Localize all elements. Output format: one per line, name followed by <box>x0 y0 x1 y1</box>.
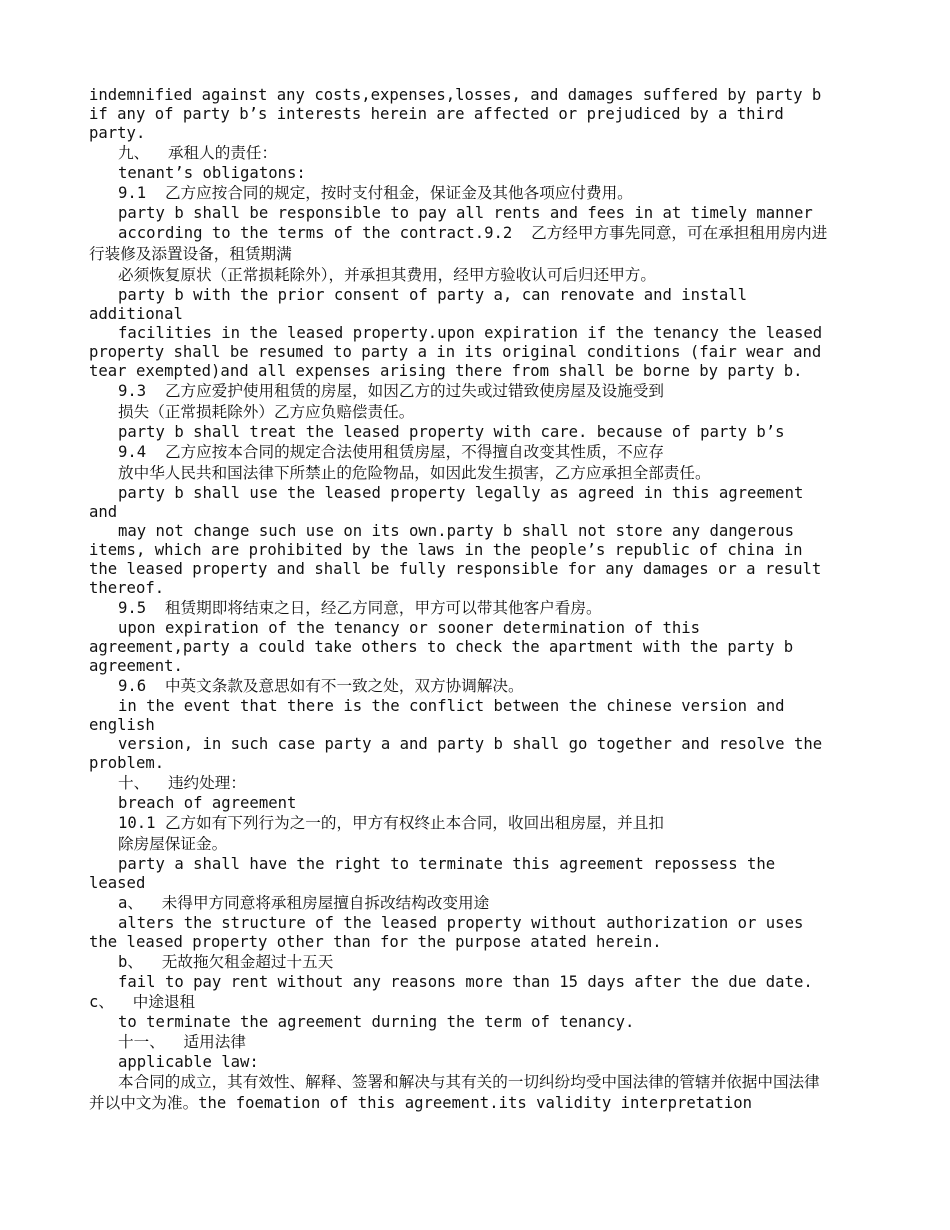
text-line: 9.5 租赁期即将结束之日，经乙方同意，甲方可以带其他客户看房。 <box>118 599 602 617</box>
text-line: to terminate the agreement durning the term of tenancy. <box>118 1013 635 1031</box>
text-line: agreement. <box>89 657 183 675</box>
text-line: 损失（正常损耗除外）乙方应负赔偿责任。 <box>118 403 415 421</box>
text-line: c、 中途退租 <box>89 993 196 1011</box>
text-line: 九、 承租人的责任： <box>118 144 278 162</box>
text-line: items, which are prohibited by the laws in the people’s republic of china in <box>89 541 803 559</box>
text-line: party a shall have the right to terminate this agreement repossess the <box>118 855 776 873</box>
text-line: tear exempted)and all expenses arising there from shall be borne by party b. <box>89 362 803 380</box>
text-line: alters the structure of the leased property without authorization or uses <box>118 914 804 932</box>
text-line: upon expiration of the tenancy or sooner determination of this <box>118 619 701 637</box>
text-line: party b shall use the leased property legally as agreed in this agreement <box>118 484 804 502</box>
text-line: and <box>89 503 118 521</box>
text-line: 10.1 乙方如有下列行为之一的，甲方有权终止本合同，收回出租房屋，并且扣 <box>118 814 664 832</box>
text-line: party b shall be responsible to pay all rents and fees in at timely manner <box>118 204 813 222</box>
text-line: 除房屋保证金。 <box>118 835 228 853</box>
text-line: the leased property and shall be fully responsible for any damages or a result <box>89 560 822 578</box>
text-line: 本合同的成立，其有效性、解释、签署和解决与其有关的一切纠纷均受中国法律的管辖并依据中国法律 <box>118 1073 820 1091</box>
text-line: 行装修及添置设备，租赁期满 <box>89 245 292 263</box>
text-line: party. <box>89 124 146 142</box>
text-line: the leased property other than for the purpose atated herein. <box>89 933 662 951</box>
text-line: agreement,party a could take others to check the apartment with the party b <box>89 638 794 656</box>
text-line: 必须恢复原状（正常损耗除外），并承担其费用，经甲方验收认可后归还甲方。 <box>118 266 656 284</box>
text-line: in the event that there is the conflict between the chinese version and <box>118 697 785 715</box>
text-line: applicable law: <box>118 1053 259 1071</box>
text-line: english <box>89 716 155 734</box>
text-line: additional <box>89 305 183 323</box>
text-line: if any of party b’s interests herein are affected or prejudiced by a third <box>89 105 784 123</box>
text-line: 十、 违约处理： <box>118 774 246 792</box>
document-page <box>89 86 864 1114</box>
text-line: tenant’s obligatons: <box>118 164 306 182</box>
text-line: 并以中文为准。the foemation of this agreement.its validity interpretation <box>89 1094 753 1112</box>
text-line: party b shall treat the leased property with care. because of party b’s <box>118 423 785 441</box>
text-line: version, in such case party a and party b shall go together and resolve the <box>118 735 823 753</box>
text-line: property shall be resumed to party a in its original conditions (fair wear and <box>89 343 822 361</box>
text-line: according to the terms of the contract.9.2 乙方经甲方事先同意，可在承担租用房内进 <box>118 224 828 242</box>
text-line: breach of agreement <box>118 794 297 812</box>
text-line: thereof. <box>89 579 165 597</box>
text-line: b、 无故拖欠租金超过十五天 <box>118 953 334 971</box>
text-line: 9.1 乙方应按合同的规定，按时支付租金，保证金及其他各项应付费用。 <box>118 184 633 202</box>
text-line: 9.4 乙方应按本合同的规定合法使用租赁房屋，不得擅自改变其性质，不应存 <box>118 443 664 461</box>
text-line: 9.6 中英文条款及意思如有不一致之处，双方协调解决。 <box>118 677 524 695</box>
text-line: 9.3 乙方应爱护使用租赁的房屋，如因乙方的过失或过错致使房屋及设施受到 <box>118 382 664 400</box>
text-line: leased <box>89 874 146 892</box>
text-line: problem. <box>89 754 165 772</box>
text-line: party b with the prior consent of party a, can renovate and install <box>118 286 748 304</box>
text-line: fail to pay rent without any reasons more than 15 days after the due date. <box>118 973 813 991</box>
text-line: 十一、 适用法律 <box>118 1033 246 1051</box>
text-line: indemnified against any costs,expenses,losses, and damages suffered by party b <box>89 86 822 104</box>
text-line: facilities in the leased property.upon expiration if the tenancy the leased <box>118 324 823 342</box>
text-line: 放中华人民共和国法律下所禁止的危险物品，如因此发生损害，乙方应承担全部责任。 <box>118 464 711 482</box>
text-line: a、 未得甲方同意将承租房屋擅自拆改结构改变用途 <box>118 894 490 912</box>
text-line: may not change such use on its own.party b shall not store any dangerous <box>118 522 794 540</box>
